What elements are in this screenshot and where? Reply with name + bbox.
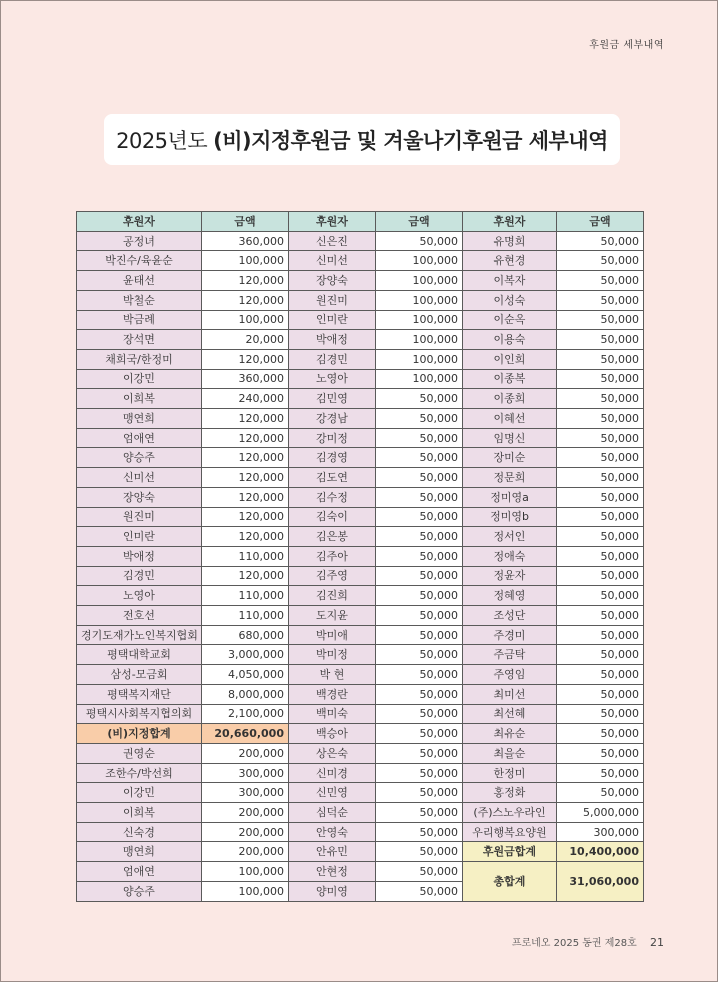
table-row [77,684,644,704]
table-row [77,527,644,547]
donor-name: 박미정 [289,645,376,665]
table-body [77,231,644,901]
donor-amount: 3,000,000 [202,645,289,665]
donor-name: 원진미 [77,507,202,527]
donor-amount: 20,000 [202,330,289,350]
donor-name: 조성단 [463,606,557,626]
donor-amount: 50,000 [557,546,644,566]
donor-amount: 50,000 [557,369,644,389]
donor-amount: 50,000 [557,527,644,547]
donor-name: 전호선 [77,606,202,626]
donor-name: 신미경 [289,763,376,783]
table-row [77,546,644,566]
donor-amount: 50,000 [557,468,644,488]
donor-amount: 50,000 [557,271,644,291]
donor-name: 김은봉 [289,527,376,547]
donor-amount: 360,000 [202,231,289,251]
donor-name: 정문희 [463,468,557,488]
donor-amount: 50,000 [557,349,644,369]
section-label: 후원금 세부내역 [589,40,664,51]
donor-amount: 50,000 [376,487,463,507]
donor-amount: 240,000 [202,389,289,409]
donor-name: 인미란 [77,527,202,547]
donor-name: 이종희 [463,389,557,409]
header-donor-1: 후원자 [77,212,202,232]
donor-amount: 2,100,000 [202,704,289,724]
donor-name: 최선혜 [463,704,557,724]
donor-name: 심덕순 [289,803,376,823]
table-row [77,606,644,626]
donor-name: 양승주 [77,881,202,901]
donor-name: 이희복 [77,389,202,409]
donor-amount: 200,000 [202,743,289,763]
donor-name: 정미영a [463,487,557,507]
donor-name: 도지윤 [289,606,376,626]
donor-name: 김민영 [289,389,376,409]
donor-amount: 50,000 [376,566,463,586]
donor-name: 김주영 [289,566,376,586]
table-row [77,586,644,606]
table-row [77,862,644,882]
donor-amount: 50,000 [376,881,463,901]
donation-total-amount: 10,400,000 [557,842,644,862]
table-row [77,428,644,448]
donor-name: 삼성-모금회 [77,665,202,685]
donor-name: 주경미 [463,625,557,645]
donor-amount: 200,000 [202,803,289,823]
donor-name: 윤태선 [77,271,202,291]
donor-amount: 50,000 [376,468,463,488]
table-row [77,271,644,291]
donor-amount: 50,000 [557,724,644,744]
table-row [77,409,644,429]
donor-name: 이순옥 [463,310,557,330]
title-year: 2025년도 [116,128,208,153]
donor-amount: 50,000 [557,704,644,724]
donor-amount: 100,000 [376,251,463,271]
donor-amount: 100,000 [376,310,463,330]
donor-amount: 50,000 [376,684,463,704]
donor-name: 평택시사회복지협의회 [77,704,202,724]
donor-amount: 50,000 [557,231,644,251]
donor-amount: 50,000 [376,862,463,882]
table-row [77,468,644,488]
donor-name: 한정미 [463,763,557,783]
donor-amount: 120,000 [202,448,289,468]
donor-amount: 680,000 [202,625,289,645]
donor-amount: 50,000 [557,310,644,330]
table-row [77,310,644,330]
donor-name: 백미숙 [289,704,376,724]
donor-amount: 5,000,000 [557,803,644,823]
donor-amount: 50,000 [557,566,644,586]
donor-name: 맹연희 [77,409,202,429]
donor-amount: 100,000 [376,369,463,389]
donor-amount: 50,000 [376,743,463,763]
donor-name: 노영아 [77,586,202,606]
donor-name: 이용숙 [463,330,557,350]
donor-name: 장양숙 [77,487,202,507]
donor-amount: 50,000 [376,803,463,823]
donor-amount: 300,000 [202,783,289,803]
donor-amount: 100,000 [202,310,289,330]
donor-name: 박애정 [77,546,202,566]
donor-amount: 50,000 [557,389,644,409]
table-row [77,704,644,724]
table-row [77,251,644,271]
donor-amount: 100,000 [376,330,463,350]
donor-name: 안영숙 [289,822,376,842]
donor-amount: 50,000 [376,704,463,724]
donor-name: 최미선 [463,684,557,704]
header-amount-2: 금액 [376,212,463,232]
donor-amount: 110,000 [202,546,289,566]
donor-name: 조한수/박선희 [77,763,202,783]
donor-amount: 120,000 [202,487,289,507]
donor-amount: 100,000 [376,271,463,291]
table-row [77,507,644,527]
donor-amount: 50,000 [557,428,644,448]
donor-name: 평택복지재단 [77,684,202,704]
donor-amount: 120,000 [202,468,289,488]
donor-name: 경기도재가노인복지협회 [77,625,202,645]
donor-amount: 300,000 [557,822,644,842]
donor-name: 백승아 [289,724,376,744]
header-donor-2: 후원자 [289,212,376,232]
donor-amount: 50,000 [376,448,463,468]
table-row [77,290,644,310]
table-row [77,822,644,842]
donor-amount: 100,000 [376,290,463,310]
donor-name: 주영임 [463,665,557,685]
donor-name: 박진수/육윤순 [77,251,202,271]
donor-amount: 50,000 [376,783,463,803]
donor-name: 박미애 [289,625,376,645]
donor-amount: 300,000 [202,763,289,783]
donor-amount: 50,000 [376,842,463,862]
donor-name: 신민영 [289,783,376,803]
donor-name: 정윤자 [463,566,557,586]
donor-name: 최유순 [463,724,557,744]
donor-name: 정애숙 [463,546,557,566]
table-row [77,566,644,586]
donor-name: 박 현 [289,665,376,685]
donor-name: 백경란 [289,684,376,704]
donor-name: 양승주 [77,448,202,468]
table-row [77,389,644,409]
table-row [77,842,644,862]
donor-amount: 50,000 [376,606,463,626]
donor-amount: 110,000 [202,586,289,606]
donor-amount: 50,000 [557,763,644,783]
donor-amount: 50,000 [557,409,644,429]
donor-amount: 50,000 [557,783,644,803]
table-row [77,487,644,507]
donor-amount: 50,000 [376,645,463,665]
donor-amount: 50,000 [557,586,644,606]
table-row [77,645,644,665]
donor-name: 이혜선 [463,409,557,429]
table-header-row [77,212,644,232]
table-row [77,369,644,389]
donor-amount: 50,000 [557,743,644,763]
donor-name: 유현경 [463,251,557,271]
donor-name: 주금탁 [463,645,557,665]
donor-amount: 120,000 [202,527,289,547]
table-row [77,803,644,823]
table-row [77,625,644,645]
donor-amount: 120,000 [202,428,289,448]
donor-amount: 50,000 [376,586,463,606]
donor-amount: 50,000 [376,428,463,448]
donor-name: 엄애연 [77,428,202,448]
table-row [77,763,644,783]
header-amount-1: 금액 [202,212,289,232]
donor-amount: 50,000 [557,606,644,626]
donor-amount: 110,000 [202,606,289,626]
donor-amount: 100,000 [202,881,289,901]
donor-name: 이복자 [463,271,557,291]
donor-name: 이강민 [77,369,202,389]
donor-amount: 50,000 [557,507,644,527]
donor-amount: 50,000 [376,822,463,842]
donor-name: 김주아 [289,546,376,566]
donor-amount: 4,050,000 [202,665,289,685]
donor-name: 신미선 [77,468,202,488]
donor-name: 채희국/한정미 [77,349,202,369]
table-row [77,665,644,685]
donor-amount: 50,000 [376,231,463,251]
donor-name: 이인희 [463,349,557,369]
donor-name: 신은진 [289,231,376,251]
table-row [77,783,644,803]
donor-name: 인미란 [289,310,376,330]
grand-total-label: 총합계 [463,862,557,902]
table-row [77,724,644,744]
donor-amount: 50,000 [557,290,644,310]
donor-name: 정미영b [463,507,557,527]
donor-name: 장석면 [77,330,202,350]
donor-name: 공정녀 [77,231,202,251]
donor-amount: 50,000 [376,665,463,685]
donor-name: 평택대학교회 [77,645,202,665]
donor-amount: 120,000 [202,290,289,310]
donor-amount: 100,000 [202,862,289,882]
donor-name: 유명희 [463,231,557,251]
donor-name: 강미정 [289,428,376,448]
donor-name: 상은숙 [289,743,376,763]
header-amount-3: 금액 [557,212,644,232]
donor-name: 김경민 [289,349,376,369]
donor-name: 김경영 [289,448,376,468]
donation-total-label: 후원금합계 [463,842,557,862]
donor-amount: 100,000 [202,251,289,271]
donor-name: 최을순 [463,743,557,763]
table-row [77,330,644,350]
donor-amount: 120,000 [202,349,289,369]
donor-name: 박금례 [77,310,202,330]
donor-name: 김숙이 [289,507,376,527]
donor-name: 이성숙 [463,290,557,310]
donor-name: 이희복 [77,803,202,823]
page-number: 21 [650,936,664,949]
donor-name: 장양숙 [289,271,376,291]
title-main: (비)지정후원금 및 겨울나기후원금 세부내역 [213,128,608,153]
donor-name: 권영순 [77,743,202,763]
donor-amount: 8,000,000 [202,684,289,704]
donor-amount: 120,000 [202,271,289,291]
donor-name: 홍정화 [463,783,557,803]
donor-amount: 50,000 [557,665,644,685]
donor-amount: 50,000 [376,724,463,744]
donor-amount: 50,000 [557,684,644,704]
donor-amount: 50,000 [376,527,463,547]
donor-amount: 50,000 [376,409,463,429]
header-donor-3: 후원자 [463,212,557,232]
publication-name: 프로네오 2025 동권 제28호 [511,938,637,949]
donor-name: 안현정 [289,862,376,882]
donor-amount: 50,000 [557,330,644,350]
table-row [77,743,644,763]
donor-amount: 200,000 [202,842,289,862]
donor-amount: 120,000 [202,566,289,586]
donor-name: 김도연 [289,468,376,488]
donor-amount: 50,000 [557,625,644,645]
donor-table [76,211,644,902]
donor-amount: 120,000 [202,409,289,429]
page-title [104,114,620,165]
donor-name: 노영아 [289,369,376,389]
donor-name: 장미순 [463,448,557,468]
donor-name: 엄애연 [77,862,202,882]
donor-name: 원진미 [289,290,376,310]
donor-name: 임명신 [463,428,557,448]
table-row [77,448,644,468]
donor-amount: 50,000 [557,251,644,271]
table-row [77,349,644,369]
donor-amount: 200,000 [202,822,289,842]
donor-name: 안유민 [289,842,376,862]
donor-name: 정서인 [463,527,557,547]
donor-name: 이강민 [77,783,202,803]
donor-name: 김수정 [289,487,376,507]
donor-amount: 100,000 [376,349,463,369]
donor-name: 맹연희 [77,842,202,862]
donor-amount: 50,000 [557,487,644,507]
donor-name: (주)스노우라인 [463,803,557,823]
donor-amount: 50,000 [376,763,463,783]
page-footer [512,934,664,949]
donor-amount: 50,000 [557,448,644,468]
donor-name: 양미영 [289,881,376,901]
donor-name: 우리행복요양원 [463,822,557,842]
donor-amount: 50,000 [376,507,463,527]
grand-total-amount: 31,060,000 [557,862,644,902]
donor-name: 이종복 [463,369,557,389]
donor-name: 신숙경 [77,822,202,842]
donor-amount: 120,000 [202,507,289,527]
donor-amount: 50,000 [376,546,463,566]
table-row [77,231,644,251]
subtotal-amount: 20,660,000 [202,724,289,744]
donor-name: 박철순 [77,290,202,310]
donor-name: 박애정 [289,330,376,350]
donor-amount: 50,000 [376,389,463,409]
donor-name: 김진희 [289,586,376,606]
donor-amount: 360,000 [202,369,289,389]
donor-name: 강경남 [289,409,376,429]
subtotal-label: (비)지정합계 [77,724,202,744]
donor-name: 신미선 [289,251,376,271]
donor-amount: 50,000 [557,645,644,665]
donor-name: 정혜영 [463,586,557,606]
donor-amount: 50,000 [376,625,463,645]
donor-name: 김경민 [77,566,202,586]
